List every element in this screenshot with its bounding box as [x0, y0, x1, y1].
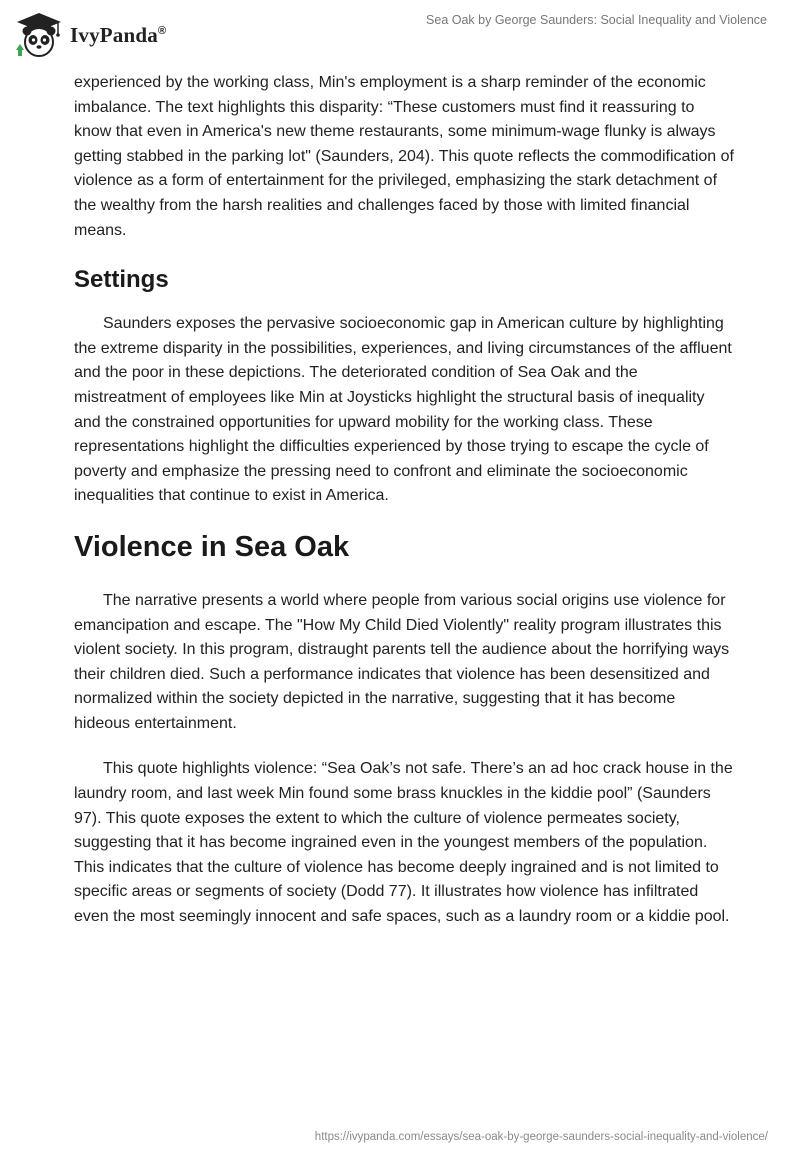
settings-heading: Settings — [74, 266, 169, 294]
panda-graduate-icon — [14, 10, 64, 60]
site-logo[interactable] — [14, 10, 166, 60]
essay-content — [74, 71, 734, 930]
logo-text: IvyPanda — [70, 22, 158, 47]
paragraph-spacer — [74, 736, 734, 757]
registered-mark: ® — [157, 24, 167, 37]
document-title: Sea Oak by George Saunders: Social Inequality and Violence — [426, 13, 767, 27]
source-url[interactable]: https://ivypanda.com/essays/sea-oak-by-george-saunders-social-inequality-and-violence/ — [314, 1131, 768, 1143]
violence-heading: Violence in Sea Oak — [74, 530, 350, 563]
violence-paragraph-2: This quote highlights violence: “Sea Oak’s not safe. There’s an ad hoc crack house in the laundry room, and last week Min found some brass knuckles in the kiddie pool” (Saunders 97). This quote exposes the extent to which the culture of violence permeates society, suggesting that it has become ingrained even in the youngest members of the population. This indicates that the culture of violence has become deeply ingrained and is not limited to specific areas or segments of society (Dodd 77). It illustrates how violence has infiltrated even the most seemingly innocent and safe spaces, such as a laundry room or a kiddie pool. — [74, 760, 733, 926]
settings-paragraph: Saunders exposes the pervasive socioeconomic gap in American culture by highlighting the extreme disparity in the possibilities, experiences, and living circumstances of the affluent and the poor in these depictions. The deteriorated condition of Sea Oak and the mistreatment of employees like Min at Joysticks highlight the structural basis of inequality and the constrained opportunities for upward mobility for the working class. These representations highlight the difficulties experienced by those trying to escape the cycle of poverty and emphasize the pressing need to confront and eliminate the socioeconomic inequalities that continue to exist in America. — [74, 315, 732, 505]
logo-wordmark — [70, 23, 166, 48]
page-header — [0, 0, 800, 70]
intro-paragraph: experienced by the working class, Min's employment is a sharp reminder of the economic imbalance. The text highlights this disparity: “These customers must find it reassuring to know that even in America's new theme restaurants, some minimum-wage flunky is always getting stabbed in the parking lot" (Saunders, 204). This quote reflects the commodification of violence as a form of entertainment for the privileged, emphasizing the stark detachment of the wealthy from the harsh realities and challenges faced by those with limited financial means. — [74, 74, 734, 239]
violence-paragraph-1: The narrative presents a world where people from various social origins use violence for emancipation and escape. The "How My Child Died Violently" reality program illustrates this violent society. In this program, distraught parents tell the audience about the horrifying ways their children died. Such a performance indicates that violence has been desensitized and normalized within the society depicted in the narrative, suggesting that it has become hideous entertainment. — [74, 591, 730, 732]
